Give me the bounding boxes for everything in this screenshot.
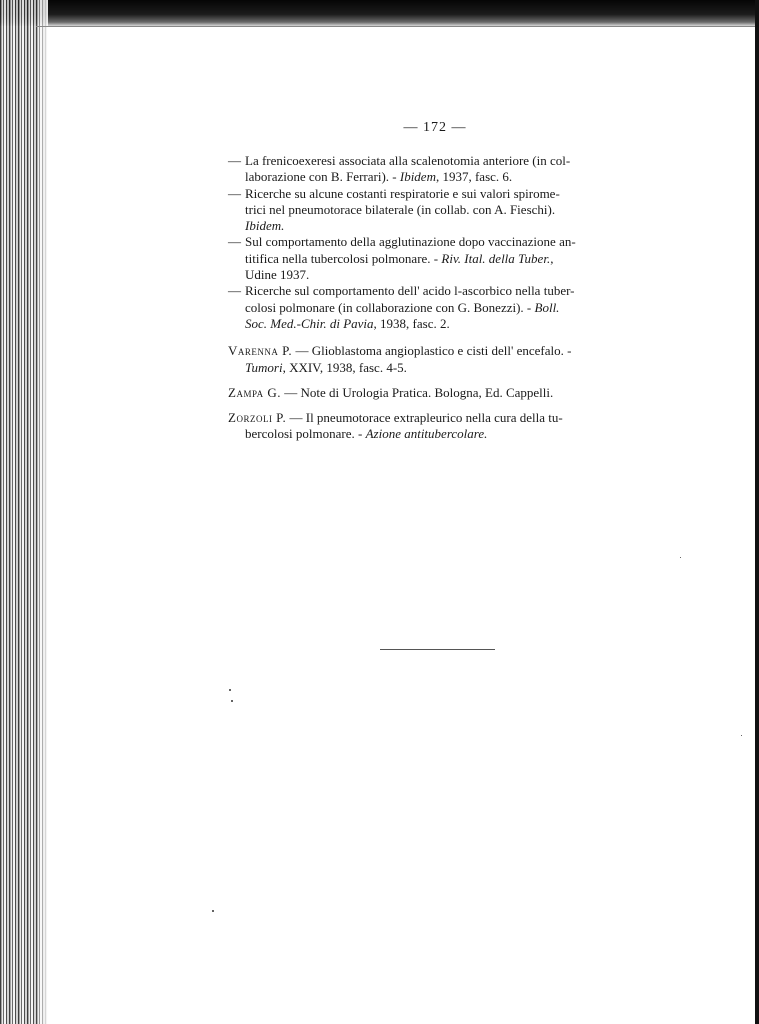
author-entry-zampa (228, 385, 648, 401)
entry-text: laborazione con B. Ferrari). - (245, 169, 400, 185)
journal-title: Riv. Ital. della Tuber. (441, 250, 551, 266)
scan-speck (741, 735, 742, 736)
scan-left-edge (0, 0, 48, 1024)
journal-title: Azione antitubercolare. (365, 426, 488, 442)
entry-text: , 1937, fasc. 6. (435, 169, 513, 185)
entry-line: Udine 1937. (245, 267, 310, 283)
bibliography-entry-3 (228, 234, 648, 283)
entry-dash: — (228, 153, 241, 168)
entry-line (228, 410, 648, 426)
author-entry-zorzoli (228, 410, 648, 443)
entry-line (245, 316, 648, 332)
journal-title: Boll. (534, 299, 560, 315)
journal-title: Ibidem. (245, 218, 285, 234)
entry-line (228, 360, 648, 376)
entry-text: bercolosi polmonare. - (245, 426, 366, 442)
entry-text: titifica nella tubercolosi polmonare. - (245, 250, 442, 266)
journal-title: Soc. Med.-Chir. di Pavia (245, 315, 374, 331)
scan-right-edge (755, 0, 759, 1024)
author-name: Zampa G. (228, 384, 282, 400)
entry-line: La frenicoexeresi associata alla scalenotomia anteriore (in col- (245, 153, 571, 168)
entry-text: colosi polmonare (in collaborazione con G. Bonezzi). - (245, 299, 535, 315)
entry-dash: — (228, 283, 241, 299)
journal-title: Ibidem (399, 169, 436, 185)
author-name: Zorzoli P. (228, 410, 287, 426)
entry-text: — Glioblastoma angioplastico e cisti dell' encefalo. - (292, 343, 572, 359)
scan-speck (680, 557, 681, 558)
entry-line (245, 251, 648, 267)
scan-top-border (0, 0, 759, 26)
scan-speck (212, 910, 214, 912)
entry-line (245, 300, 648, 316)
scan-speck (229, 689, 231, 691)
entry-line (228, 426, 648, 442)
entry-line: Ricerche su alcune costanti respiratorie e sui valori spirome- (245, 185, 560, 201)
end-of-list-rule (380, 649, 495, 650)
bibliography-entry-4 (228, 283, 648, 332)
bibliography (228, 153, 648, 443)
entry-line: trici nel pneumotorace bilaterale (in collab. con A. Fieschi). (245, 201, 556, 217)
page-number: — 172 — (403, 120, 467, 135)
author-entry-varenna (228, 343, 648, 376)
entry-text: — Il pneumotorace extrapleurico nella cura della tu- (286, 410, 563, 426)
author-name: Varenna P. (228, 343, 293, 359)
entry-line: Sul comportamento della agglutinazione dopo vaccinazione an- (245, 234, 576, 250)
entry-dash: — (228, 234, 241, 250)
entry-line (228, 343, 648, 359)
bibliography-entry-1 (228, 153, 648, 186)
scan-speck (231, 700, 233, 702)
entry-line (245, 169, 648, 185)
entry-line: Ricerche sul comportamento dell' acido l-ascorbico nella tuber- (245, 283, 575, 299)
entry-line (228, 385, 648, 401)
page-top-border (36, 26, 755, 27)
entry-text: , XXIV, 1938, fasc. 4-5. (282, 359, 407, 375)
bibliography-entry-2 (228, 186, 648, 235)
entry-text: , 1938, fasc. 2. (373, 315, 450, 331)
page-left-border (36, 24, 37, 1024)
entry-text: , (550, 250, 554, 266)
journal-title: Tumori (245, 359, 283, 375)
entry-text: — Note di Urologia Pratica. Bologna, Ed. Cappelli. (281, 384, 554, 400)
entry-dash: — (228, 185, 241, 201)
